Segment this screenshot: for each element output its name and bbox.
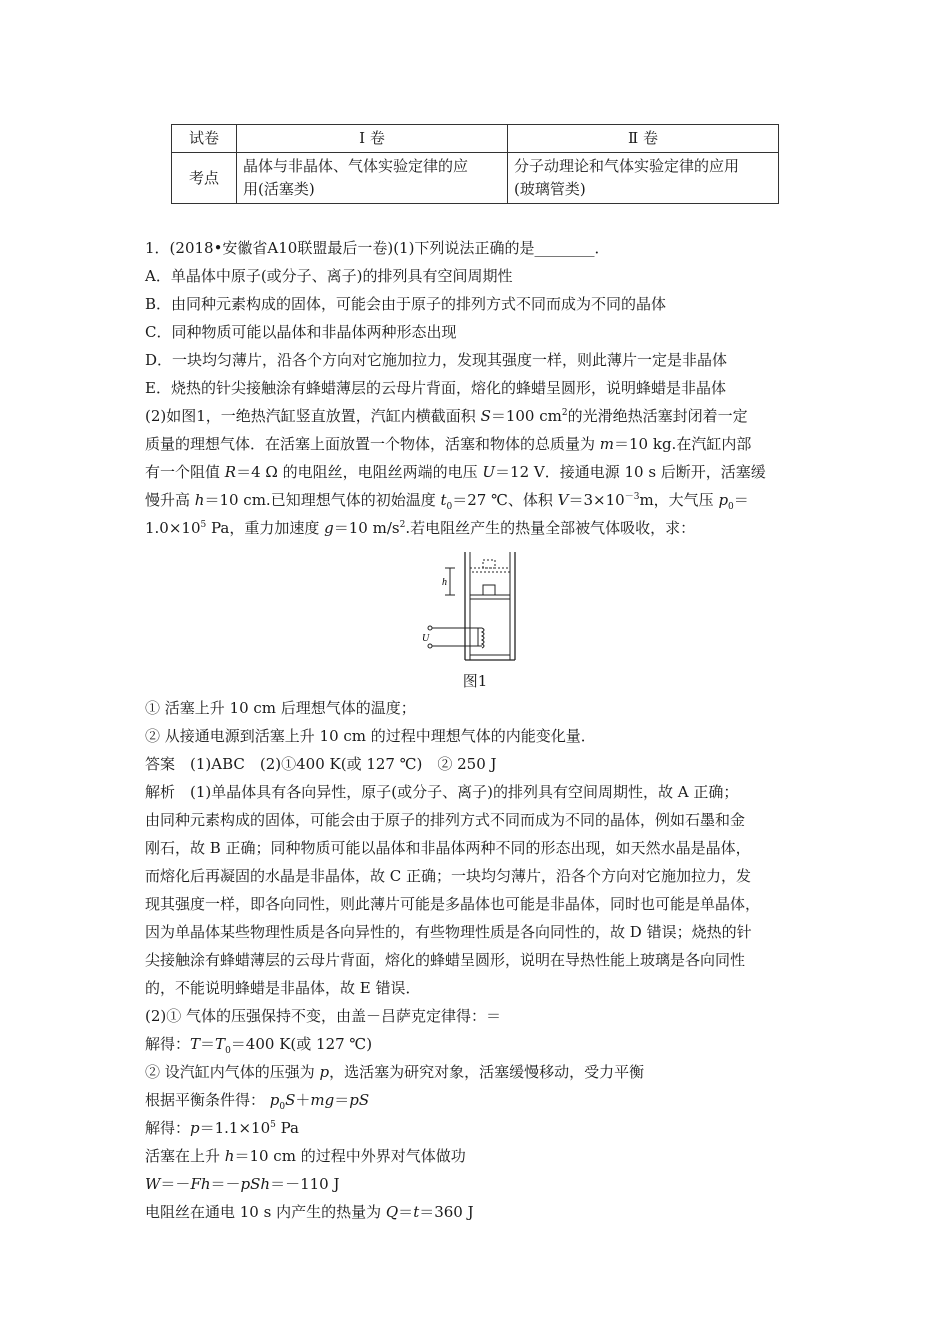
exam-topic-table bbox=[171, 124, 779, 204]
analysis-line: 解析 (1)单晶体具有各向异性，原子(或分子、离子)的排列具有空间周期性，故 A 正确； bbox=[145, 783, 739, 801]
sub-question-1: ① 活塞上升 10 cm 后理想气体的温度； bbox=[145, 699, 416, 717]
solution-line: ② 设汽缸内气体的压强为 p，选活塞为研究对象，活塞缓慢移动，受力平衡 bbox=[145, 1063, 645, 1081]
solution-line: 解得：$T=T_0=400$ K(或 127 ℃) bbox=[145, 1035, 373, 1056]
solution-line: 活塞在上升 h＝10 cm 的过程中外界对气体做功 bbox=[145, 1147, 466, 1165]
table-header-cell: Ⅱ 卷 bbox=[508, 125, 779, 153]
problem-text-line: 质量的理想气体．在活塞上面放置一个物体，活塞和物体的总质量为 m＝10 kg.在汽缸内部 bbox=[145, 435, 752, 453]
analysis-line: 由同种元素构成的固体，可能会由于原子的排列方式不同而成为不同的晶体，例如石墨和金 bbox=[145, 811, 746, 829]
weight-block bbox=[483, 585, 495, 595]
cell-line: 用(活塞类) bbox=[243, 180, 315, 198]
analysis-line: 尖接触涂有蜂蜡薄层的云母片背面，熔化的蜂蜡呈圆形，说明在导热性能上玻璃是各向同性 bbox=[145, 951, 746, 969]
height-label: h bbox=[442, 577, 447, 588]
table-header-row bbox=[172, 125, 779, 153]
voltage-label: U bbox=[422, 633, 430, 644]
option-d: D．一块均匀薄片，沿各个方向对它施加拉力，发现其强度一样，则此薄片一定是非晶体 bbox=[145, 351, 728, 369]
table-header-cell: 试卷 bbox=[172, 125, 237, 153]
solution-line: 根据平衡条件得： $p_0S+mg=pS$ bbox=[145, 1091, 370, 1112]
terminal-bottom bbox=[428, 644, 432, 648]
figure-caption: 图1 bbox=[462, 672, 488, 690]
resistance-wire bbox=[482, 628, 484, 648]
option-a: A．单晶体中原子(或分子、离子)的排列具有空间周期性 bbox=[145, 267, 513, 285]
analysis-line: 因为单晶体某些物理性质是各向异性的，有些物理性质是各向同性的，故 D 错误；烧热的针 bbox=[145, 923, 752, 941]
weight-final-position bbox=[483, 560, 495, 568]
solution-line: 电阻丝在通电 10 s 内产生的热量为 Q＝t＝360 J bbox=[145, 1203, 474, 1221]
piston bbox=[470, 595, 510, 599]
analysis-line: 现其强度一样，即各向同性，则此薄片可能是多晶体也可能是非晶体，同时也可能是单晶体， bbox=[145, 895, 761, 913]
question-stem: 1．(2018•安徽省A10联盟最后一卷)(1)下列说法正确的是________． bbox=[145, 239, 610, 257]
analysis-line: 而熔化后再凝固的水晶是非晶体，故 C 正确；一块均匀薄片，沿各个方向对它施加拉力，发 bbox=[145, 867, 752, 885]
problem-text-line: 有一个阻值 R＝4 Ω 的电阻丝，电阻丝两端的电压 U＝12 V．接通电源 10 s 后断开，活塞缓 bbox=[145, 463, 766, 481]
solution-line: (2)① 气体的压强保持不变，由盖－吕萨克定律得：＝ bbox=[145, 1007, 502, 1025]
analysis-line: 刚石，故 B 正确；同种物质可能以晶体和非晶体两种不同的形态出现，如天然水晶是晶体， bbox=[145, 839, 751, 857]
problem-text-line: 慢升高 h＝10 cm.已知理想气体的初始温度 $t_0=27$ ℃、体积 $V=3\times 10^{-3}m$，大气压 $p_0=$ bbox=[145, 491, 749, 512]
cell-line: 晶体与非晶体、气体实验定律的应 bbox=[243, 157, 469, 175]
option-b: B．由同种元素构成的固体，可能会由于原子的排列方式不同而成为不同的晶体 bbox=[145, 295, 667, 313]
document-body bbox=[145, 234, 805, 1226]
cylinder-piston-figure bbox=[420, 548, 530, 668]
cell-line: 分子动理论和气体实验定律的应用 bbox=[514, 157, 740, 175]
piston-final-position bbox=[470, 568, 510, 572]
option-e: E．烧热的针尖接触涂有蜂蜡薄层的云母片背面，熔化的蜂蜡呈圆形，说明蜂蜡是非晶体 bbox=[145, 379, 726, 397]
problem-text-line: $1.0\times 10^5$ Pa，重力加速度 g＝10 $m/s^2$.若电阻丝产生的热量全部被气体吸收，求： bbox=[145, 519, 696, 537]
table-cell bbox=[508, 153, 779, 204]
table-header-cell: Ⅰ 卷 bbox=[237, 125, 508, 153]
heater-lead bbox=[478, 628, 482, 646]
solution-line: W＝－Fh＝－pSh＝－110 J bbox=[145, 1175, 340, 1193]
table-cell bbox=[237, 153, 508, 204]
solution-line: 解得：$p=1.1\times 10^5$ Pa bbox=[145, 1119, 300, 1137]
cell-line: (玻璃管类) bbox=[514, 180, 586, 198]
analysis-line: 的，不能说明蜂蜡是非晶体，故 E 错误． bbox=[145, 979, 421, 997]
problem-text-line: (2)如图1，一绝热汽缸竖直放置，汽缸内横截面积 S＝100 $cm^2$的光滑绝热活塞封闭着一定 bbox=[145, 407, 748, 425]
table-row bbox=[172, 153, 779, 204]
sub-question-2: ② 从接通电源到活塞上升 10 cm 的过程中理想气体的内能变化量． bbox=[145, 727, 596, 745]
option-c: C．同种物质可能以晶体和非晶体两种形态出现 bbox=[145, 323, 457, 341]
answer-line: 答案 (1)ABC (2)①400 K(或 127 ℃) ② 250 J bbox=[145, 755, 497, 773]
table-cell: 考点 bbox=[172, 153, 237, 204]
terminal-top bbox=[428, 626, 432, 630]
